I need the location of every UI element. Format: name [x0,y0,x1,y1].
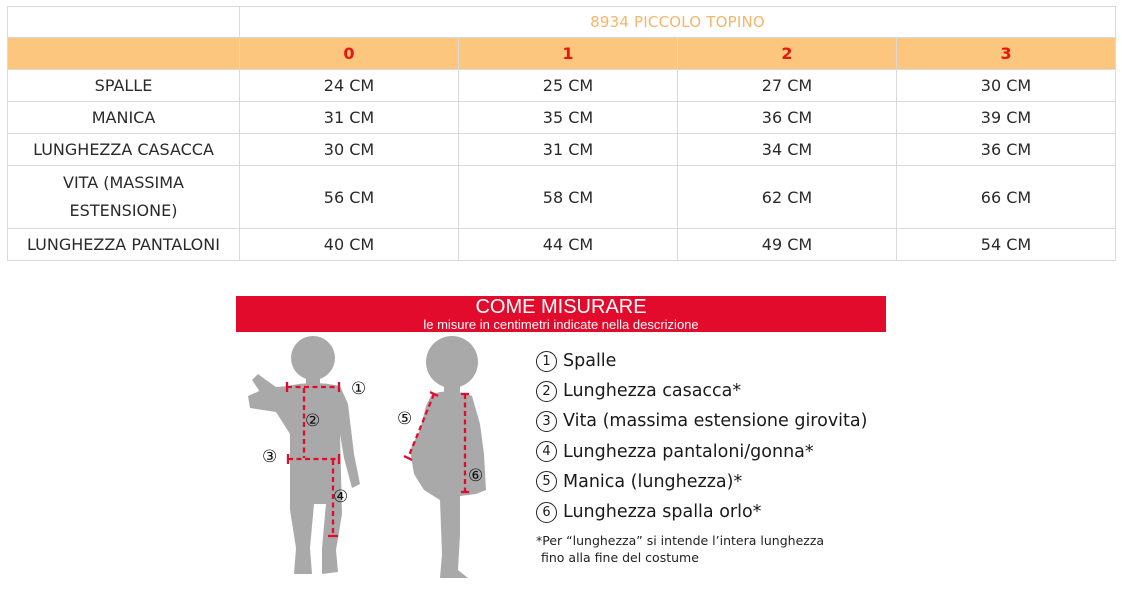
guide-subtitle: le misure in centimetri indicate nella descrizione [423,317,699,332]
legend-item [536,467,896,497]
measure-legend [536,346,896,527]
table-row [8,102,1116,134]
child-side-silhouette-icon [410,336,486,578]
guide-title: COME MISURARE [475,296,647,318]
legend-item [536,346,896,376]
legend-number: 3 [536,411,557,432]
length-footnote [536,532,896,566]
table-cell: 27 CM [678,70,897,102]
legend-text: Lunghezza pantaloni/gonna* [563,441,814,462]
row-label: LUNGHEZZA PANTALONI [8,229,240,261]
legend-text: Lunghezza spalla orlo* [563,502,762,523]
table-cell: 24 CM [240,70,459,102]
table-cell: 30 CM [897,70,1116,102]
table-row [8,229,1116,261]
marker-5: ⑤ [397,409,413,429]
size-header-row [8,38,1116,70]
table-cell: 58 CM [459,166,678,229]
table-cell: 39 CM [897,102,1116,134]
measuring-figures [236,334,526,584]
legend-text: Spalle [563,351,617,372]
row-label: SPALLE [8,70,240,102]
legend-item [536,406,896,436]
row-label: MANICA [8,102,240,134]
legend-number: 6 [536,502,557,523]
legend-text: Lunghezza casacca* [563,381,742,402]
table-cell: 31 CM [240,102,459,134]
footnote-line-1: *Per “lunghezza” si intende l’intera lunghezza [536,533,825,548]
table-cell: 36 CM [678,102,897,134]
table-cell: 54 CM [897,229,1116,261]
marker-6: ⑥ [468,466,484,486]
table-cell: 34 CM [678,134,897,166]
legend-number: 1 [536,351,557,372]
row-label: LUNGHEZZA CASACCA [8,134,240,166]
size-header: 3 [897,38,1116,70]
measuring-guide [236,296,886,586]
size-header: 0 [240,38,459,70]
legend-text: Manica (lunghezza)* [563,471,743,492]
marker-2: ② [305,411,321,431]
footnote-line-2: fino alla fine del costume [541,550,699,565]
table-row [8,134,1116,166]
table-cell: 31 CM [459,134,678,166]
legend-text: Vita (massima estensione girovita) [563,411,868,432]
header-corner-cell [8,38,240,70]
table-cell: 35 CM [459,102,678,134]
table-cell: 36 CM [897,134,1116,166]
table-cell: 49 CM [678,229,897,261]
guide-banner [236,296,886,332]
legend-item [536,437,896,467]
size-header: 2 [678,38,897,70]
table-cell: 25 CM [459,70,678,102]
table-cell: 56 CM [240,166,459,229]
table-title-row [8,7,1116,38]
marker-1: ① [351,379,367,399]
table-cell: 30 CM [240,134,459,166]
legend-number: 2 [536,381,557,402]
table-cell: 62 CM [678,166,897,229]
legend-item [536,497,896,527]
legend-item [536,376,896,406]
marker-4: ④ [333,487,349,507]
table-cell: 40 CM [240,229,459,261]
title-corner-cell [8,7,240,38]
legend-number: 4 [536,441,557,462]
size-table [7,6,1116,261]
table-cell: 66 CM [897,166,1116,229]
legend-number: 5 [536,471,557,492]
table-cell: 44 CM [459,229,678,261]
table-row [8,70,1116,102]
marker-3: ③ [262,447,278,467]
product-title: 8934 PICCOLO TOPINO [240,7,1116,38]
size-header: 1 [459,38,678,70]
row-label: VITA (MASSIMA ESTENSIONE) [8,166,240,229]
table-row [8,166,1116,229]
